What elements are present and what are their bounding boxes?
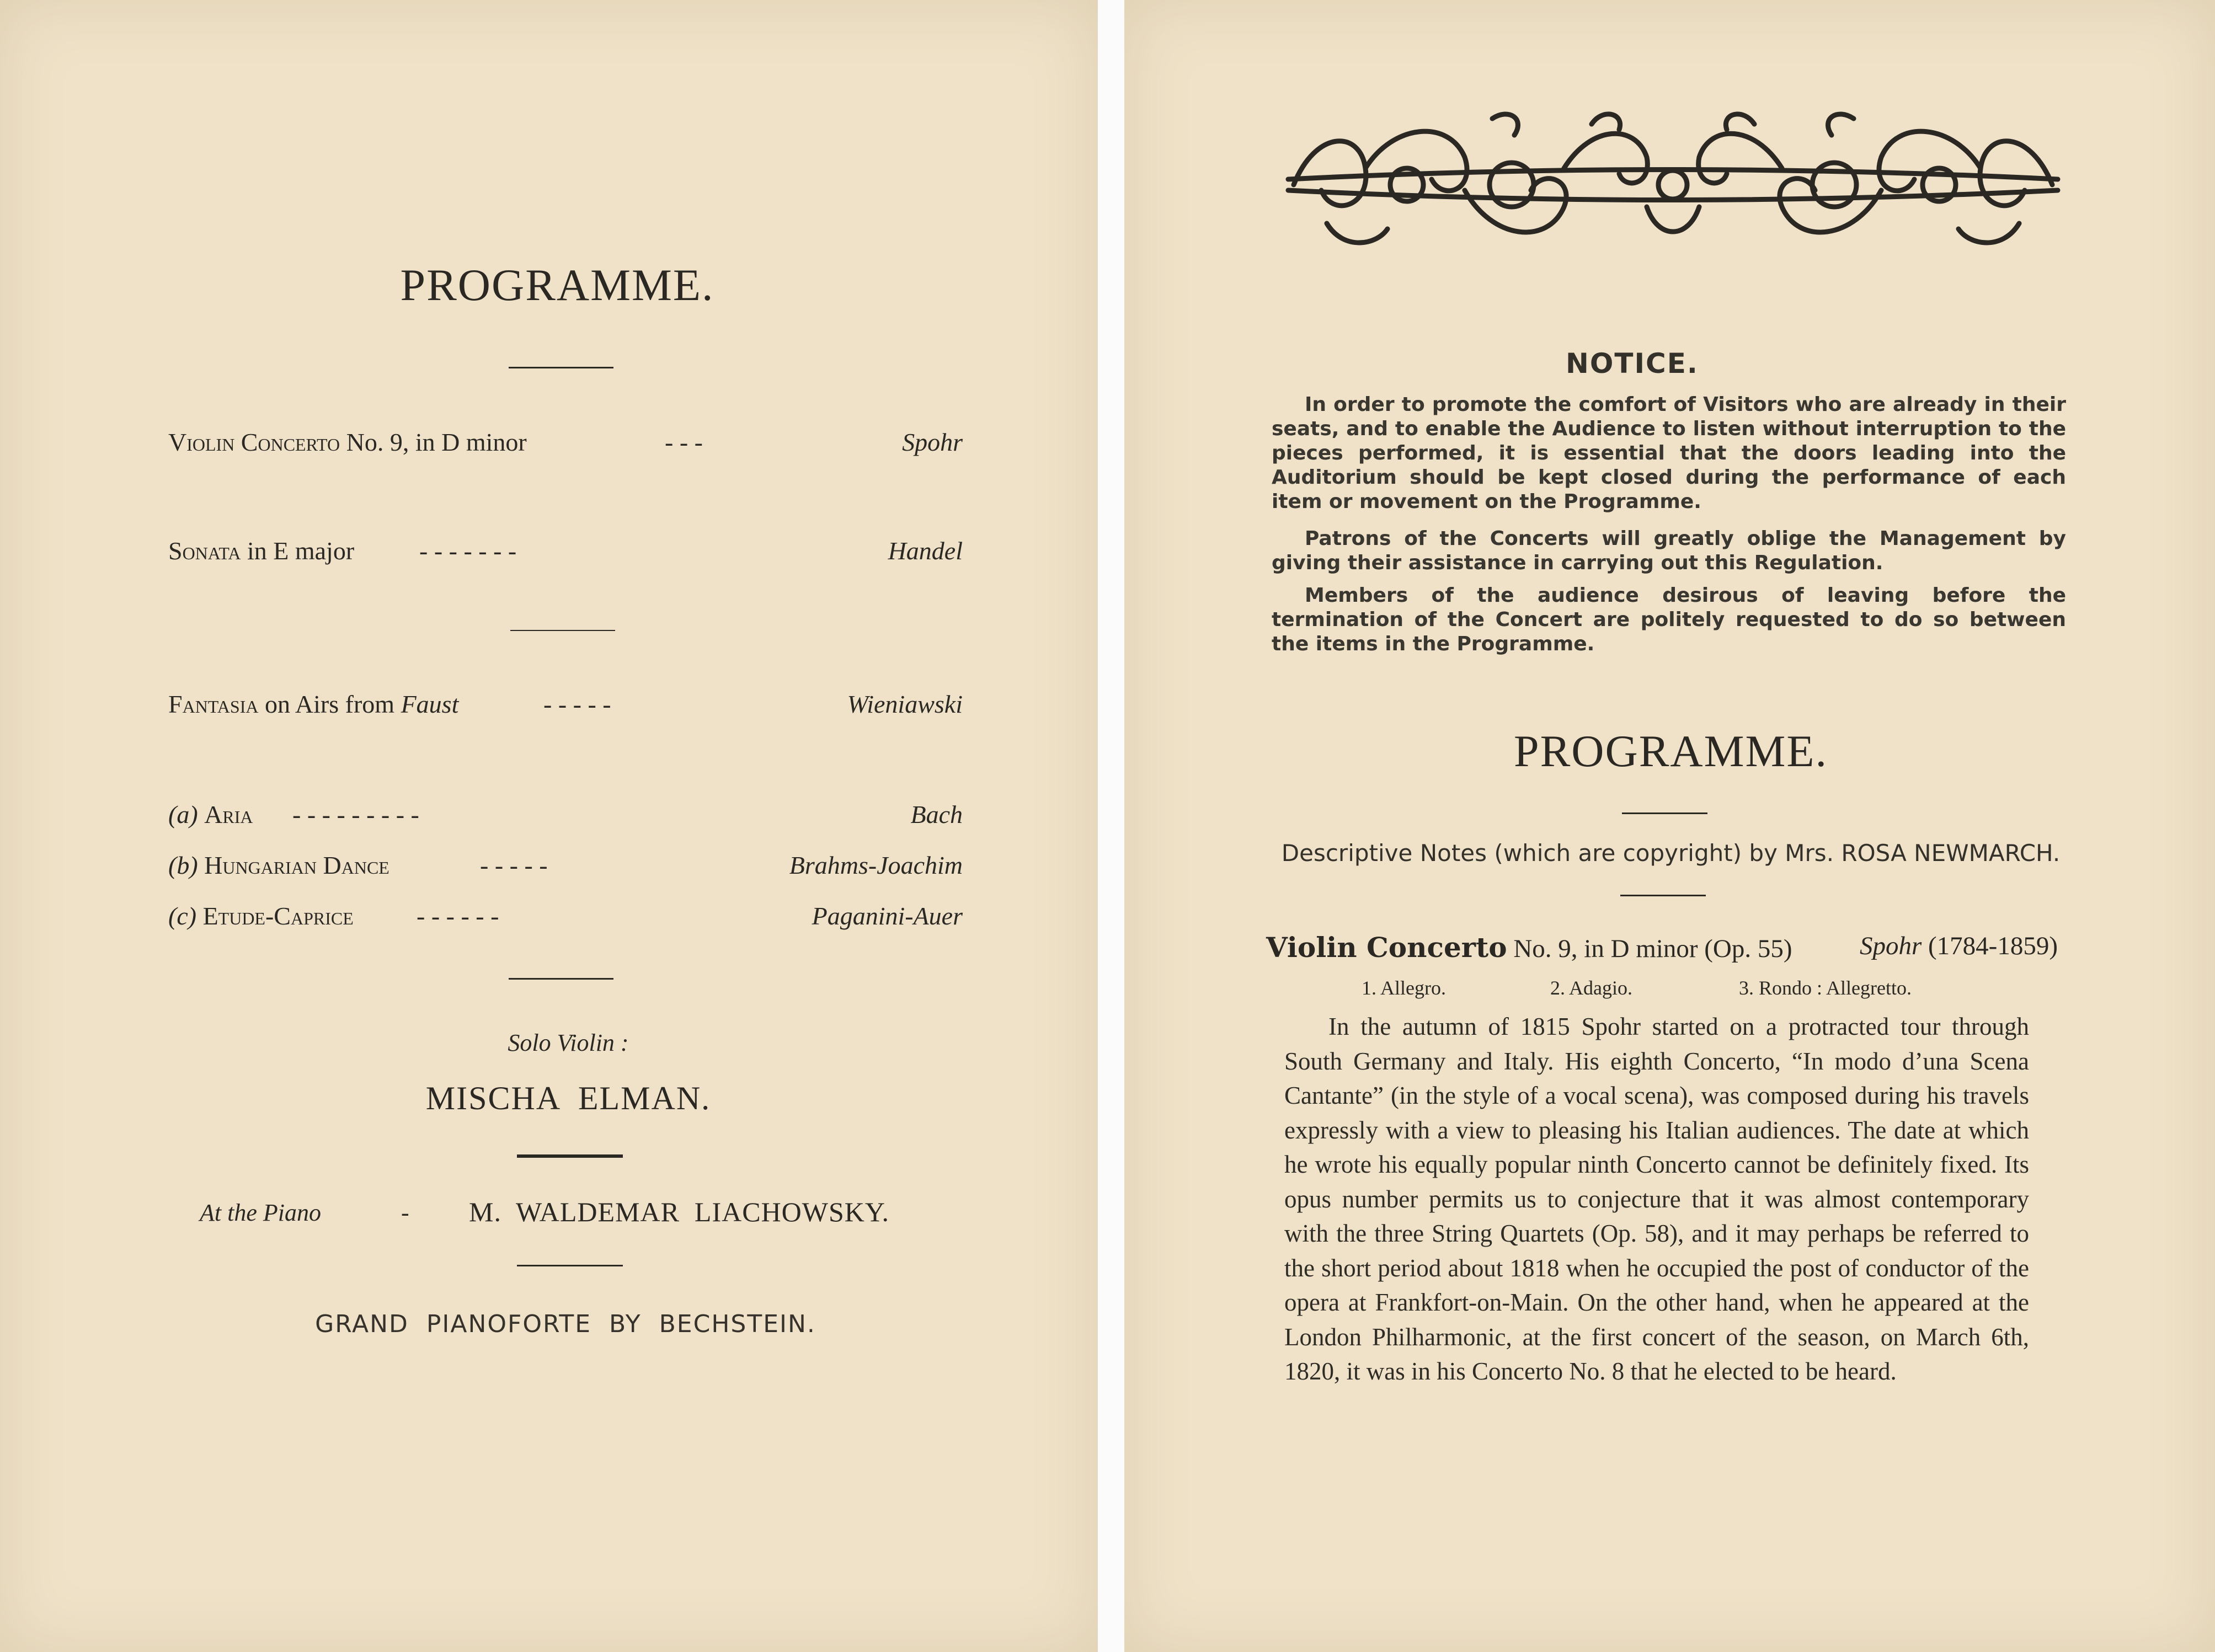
notice-title: NOTICE. [1566,347,1699,379]
piano-label: At the Piano [200,1199,321,1226]
leader-dots: - - - - - - - [419,537,517,565]
descriptive-notes-body: In the autumn of 1815 Spohr started on a protracted tour through South Germany and Italy. His eighth Concerto, “In modo d’una Scena Cantante” (in the style of a vocal scena), was composed during his travels expressly with a view to pleasing his Italian audiences. The date at which he wrote his equally popular ninth Concerto cannot be definitely fixed. Its opus number permits us to conjecture that it was almost contemporary with the three String Quartets (Op. 58), and it may perhaps be referred to the short period about 1818 when he occupied the post of conductor of the opera at Frankfort-on-Main. On the other hand, when he appeared at the London Philharmonic, at the first concert of the season, on March 6th, 1820, it was in his Concerto No. 8 that he elected to be heard. [1284,1013,2029,1385]
piece-heading: Violin Concerto [1266,931,1507,964]
item-prefix: (a) [168,800,198,828]
item-name: Violin Concerto [168,428,340,456]
item-composer: Bach [910,800,963,828]
divider [1622,812,1707,814]
leader-dots: - - - - - [480,851,548,879]
left-page [0,0,1098,1652]
piano-dash: - [401,1199,409,1226]
notes-credit: Descriptive Notes (which are copyright) by Mrs. ROSA NEWMARCH. [1281,840,2061,867]
item-detail: in E major [241,537,355,565]
item-name: Etude-Caprice [202,902,354,930]
divider [517,1265,623,1266]
pianoforte-credit: GRAND PIANOFORTE BY BECHSTEIN. [315,1310,816,1338]
item-composer: Wieniawski [847,690,963,718]
divider [509,367,613,368]
divider-short [510,630,615,631]
piece-composer: Spohr [1859,932,1922,960]
item-name: Hungarian Dance [204,851,389,879]
notice-paragraph: Patrons of the Concerts will greatly oblige the Management by giving their assistance in carrying out this Regulation. [1272,527,2066,574]
leader-dots: - - - - - - [417,902,499,930]
item-name: Aria [204,800,253,828]
ornamental-border-icon [1283,108,2063,262]
item-name: Fantasia [168,690,259,718]
movement: 2. Adagio. [1550,977,1632,999]
movement: 1. Allegro. [1362,977,1446,999]
programme-item [168,851,963,889]
piece-dates: (1784-1859) [1922,932,2058,960]
item-composer: Paganini-Auer [812,902,963,930]
pianist-name: M. WALDEMAR LIACHOWSKY. [469,1196,890,1227]
programme-title-left: PROGRAMME. [400,260,714,310]
item-detail: No. 9, in D minor [340,428,527,456]
item-composer: Brahms-Joachim [789,851,963,879]
divider [509,978,613,980]
piece-heading-line [1266,931,2058,964]
leader-dots: - - - - - [543,690,611,718]
leader-dots: - - - - - - - - - [292,800,419,828]
programme-item [168,427,963,466]
piece-detail: No. 9, in D minor (Op. 55) [1507,934,1792,963]
item-detail: on Airs from [258,690,401,718]
item-name: Sonata [168,537,241,565]
item-prefix: (b) [168,851,198,879]
item-prefix: (c) [168,902,197,930]
notice-paragraph: Members of the audience desirous of leaving before the termination of the Concert are politely requested to do so between the items in the Programme. [1272,584,2066,655]
programme-item [168,901,963,940]
leader-dots: - - - [665,428,703,456]
soloist-name: MISCHA ELMAN. [425,1080,711,1116]
programme-item [168,800,963,838]
item-detail-italic: Faust [401,690,459,718]
programme-item [168,536,963,575]
item-composer: Handel [888,537,963,565]
item-composer: Spohr [902,428,963,456]
programme-item [168,689,963,728]
solo-label: Solo Violin : [508,1029,629,1056]
movement: 3. Rondo : Allegretto. [1739,977,1912,999]
divider-thick [517,1154,623,1158]
notice-paragraph: In order to promote the comfort of Visitors who are already in their seats, and to enable the Audience to listen without interruption to the pieces performed, it is essential that the doors leading into the Auditorium should be kept closed during the performance of each item or movement on the Programme. [1272,393,2066,513]
programme-title-right: PROGRAMME. [1513,726,1828,776]
divider [1620,895,1706,896]
